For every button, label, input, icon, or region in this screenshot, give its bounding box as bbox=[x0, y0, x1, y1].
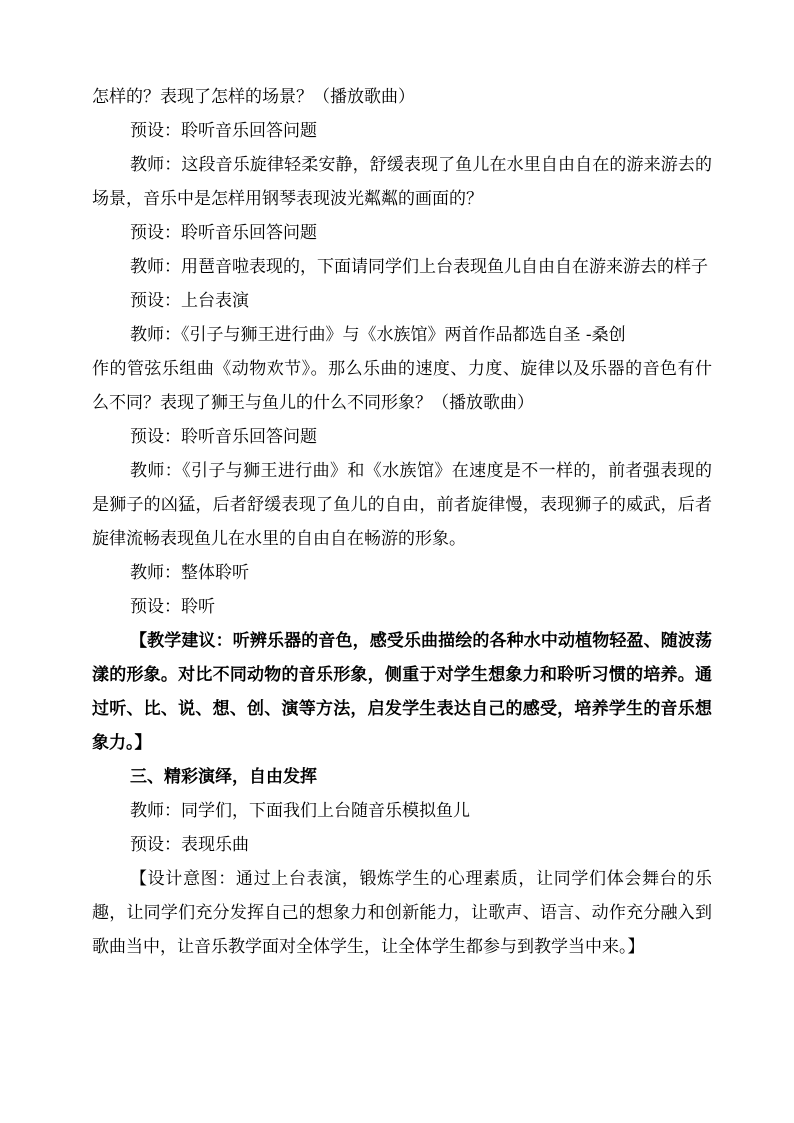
paragraph-teacher-5: 教师：整体聆听 bbox=[130, 563, 249, 583]
paragraph-preset-2: 预设：聆听音乐回答问题 bbox=[130, 223, 317, 243]
paragraph-preset-5: 预设：聆听 bbox=[130, 597, 215, 617]
paragraph-teacher-2: 教师：用琶音啦表现的，下面请同学们上台表现鱼儿自由自在游来游去的样子 bbox=[130, 257, 708, 277]
paragraph-teaching-suggestion: 【教学建议：听辨乐器的音色，感受乐曲描绘的各种水中动植物轻盈、随波荡漾的形象。对比不同动物的音乐形象，侧重于对学生想象力和聆听习惯的培养。通过听、比、说、想、创、演等方法，启发学生表达自己的感受，培养学生的音乐想象力。】 bbox=[92, 631, 712, 753]
paragraph-teacher-3-cont: 作的管弦乐组曲《动物欢节》。那么乐曲的速度、力度、旋律以及乐器的音色有什么不同？表现了狮王与鱼儿的什么不同形象？（播放歌曲） bbox=[92, 359, 712, 413]
paragraph-teacher-4: 教师：《引子与狮王进行曲》和《水族馆》在速度是不一样的，前者强表现的是狮子的凶猛，后者舒缓表现了鱼儿的自由，前者旋律慢，表现狮子的威武，后者旋律流畅表现鱼儿在水里的自由自在畅游的形象。 bbox=[92, 461, 712, 549]
section-heading-3: 三、精彩演绎，自由发挥 bbox=[130, 767, 317, 787]
paragraph-teacher-1: 教师：这段音乐旋律轻柔安静，舒缓表现了鱼儿在水里自由自在的游来游去的场景，音乐中是怎样用钢琴表现波光粼粼的画面的？ bbox=[92, 155, 712, 209]
paragraph-preset-6: 预设：表现乐曲 bbox=[130, 835, 249, 855]
paragraph-preset-4: 预设：聆听音乐回答问题 bbox=[130, 427, 317, 447]
paragraph-teacher-3-line1: 教师：《引子与狮王进行曲》与《水族馆》两首作品都选自圣 -桑创 bbox=[130, 325, 626, 345]
paragraph-teacher-6: 教师：同学们，下面我们上台随音乐模拟鱼儿 bbox=[130, 801, 470, 821]
paragraph-preset-3: 预设：上台表演 bbox=[130, 291, 249, 311]
paragraph-design-intent: 【设计意图：通过上台表演，锻炼学生的心理素质，让同学们体会舞台的乐趣，让同学们充分发挥自己的想象力和创新能力，让歌声、语言、动作充分融入到歌曲当中，让音乐教学面对全体学生，让全体学生都参与到教学当中来。】 bbox=[92, 869, 712, 957]
paragraph-preset-1: 预设：聆听音乐回答问题 bbox=[130, 121, 317, 141]
paragraph-continuation: 怎样的？表现了怎样的场景？（播放歌曲） bbox=[92, 87, 415, 107]
document-page bbox=[92, 80, 712, 964]
